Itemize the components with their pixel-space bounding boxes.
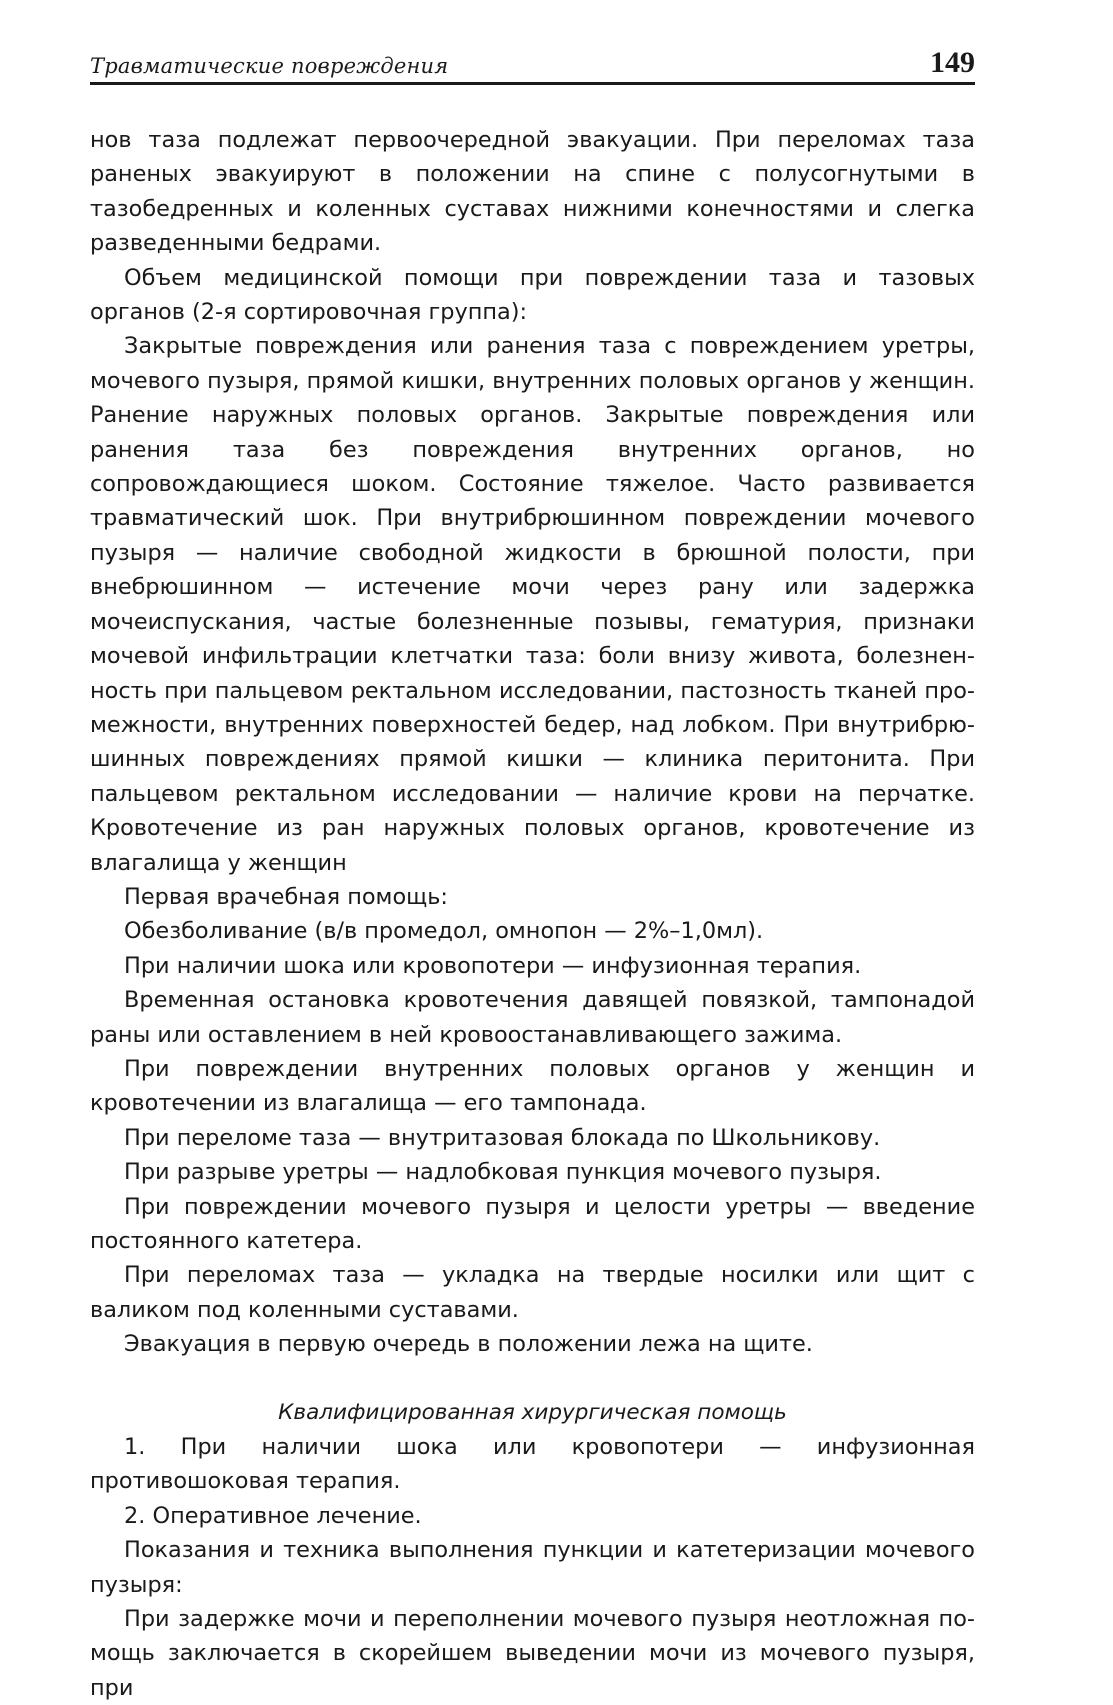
paragraph: Обезболивание (в/в промедол, омнопон — 2%–1,0мл). <box>124 918 764 945</box>
paragraph: Эвакуация в первую очередь в положении лежа на щите. <box>124 1331 813 1358</box>
page-number: 149 <box>930 46 975 79</box>
paragraph: Объем медицинской помощи при повреждении таза и тазовых органов (2-я сортировочная группа): <box>90 264 975 326</box>
paragraph: При переломе таза — внутритазовая блокада по Школьникову. <box>124 1124 881 1151</box>
paragraph: При наличии шока или кровопотери — инфузионная терапия. <box>124 952 862 979</box>
paragraph: Показания и техника выполнения пункции и катетеризации мочевого пузыря: <box>90 1537 975 1598</box>
page-body <box>90 123 975 1705</box>
paragraph: Закрытые повреждения или ранения таза с повреждением уретры, мочевого пузыря, прямой кишки, внутренних половых органов у женщин. Ранение наружных половых органов. Закрытые повреждения или ранения таза без повреждения внутренних органов, но сопровождающиеся шоком. Состояние тяжелое. Часто развивается травматический шок. При внутрибрюшинном повреждении мочевого пузыря — наличие свободной жидкости в брюшной полости, при внебрюшинном — истечение мочи через рану или задержка мочеиспускания, частые болезненные позывы, гематурия, признаки мочевой инфильтрации клетчатки таза: боли внизу живота, болезненность при пальцевом ректальном исследовании, пастозность тканей промежности, внутренних поверхностей бедер, над лобком. При внутрибрюшинных повреждениях прямой кишки — клиника перитонита. При пальцевом ректальном исследовании — наличие крови на перчатке. Кровотечение из ран наружных половых органов, кровотечение из влагалища у женщин <box>90 333 975 876</box>
paragraph: нов таза подлежат первоочередной эвакуации. При переломах таза раненых эвакуируют в положении на спине с полусогнутыми в тазобедренных и коленных суставах нижними конечностями и слегка разведенными бедрами. <box>90 127 975 257</box>
book-page <box>90 36 975 1705</box>
paragraph: При переломах таза — укладка на твердые носилки или щит с валиком под коленными суставами. <box>90 1262 975 1323</box>
paragraph: При повреждении внутренних половых органов у женщин и кровотечении из влагалища — его тампонада. <box>90 1055 975 1117</box>
paragraph: При повреждении мочевого пузыря и целости уретры — введение постоянного катетера. <box>90 1193 975 1254</box>
running-header <box>90 36 975 85</box>
paragraph: Временная остановка кровотечения давящей повязкой, тампонадой раны или оставлением в ней кровоостанавливающего зажима. <box>90 987 975 1048</box>
paragraph: Первая врачебная помощь: <box>124 883 448 910</box>
section-heading: Квалифицированная хирургическая помощь <box>278 1399 787 1425</box>
running-title: Травматические повреждения <box>90 54 449 78</box>
paragraph: При задержке мочи и переполнении мочевого пузыря неотложная помощь заключается в скорейшем выведении мочи из мочевого пузыря, при <box>90 1606 975 1701</box>
paragraph: 1. При наличии шока или кровопотери — инфузионная противошоковая терапия. <box>90 1434 975 1495</box>
paragraph: 2. Оперативное лечение. <box>124 1502 422 1529</box>
paragraph: При разрыве уретры — надлобковая пункция мочевого пузыря. <box>124 1159 882 1186</box>
